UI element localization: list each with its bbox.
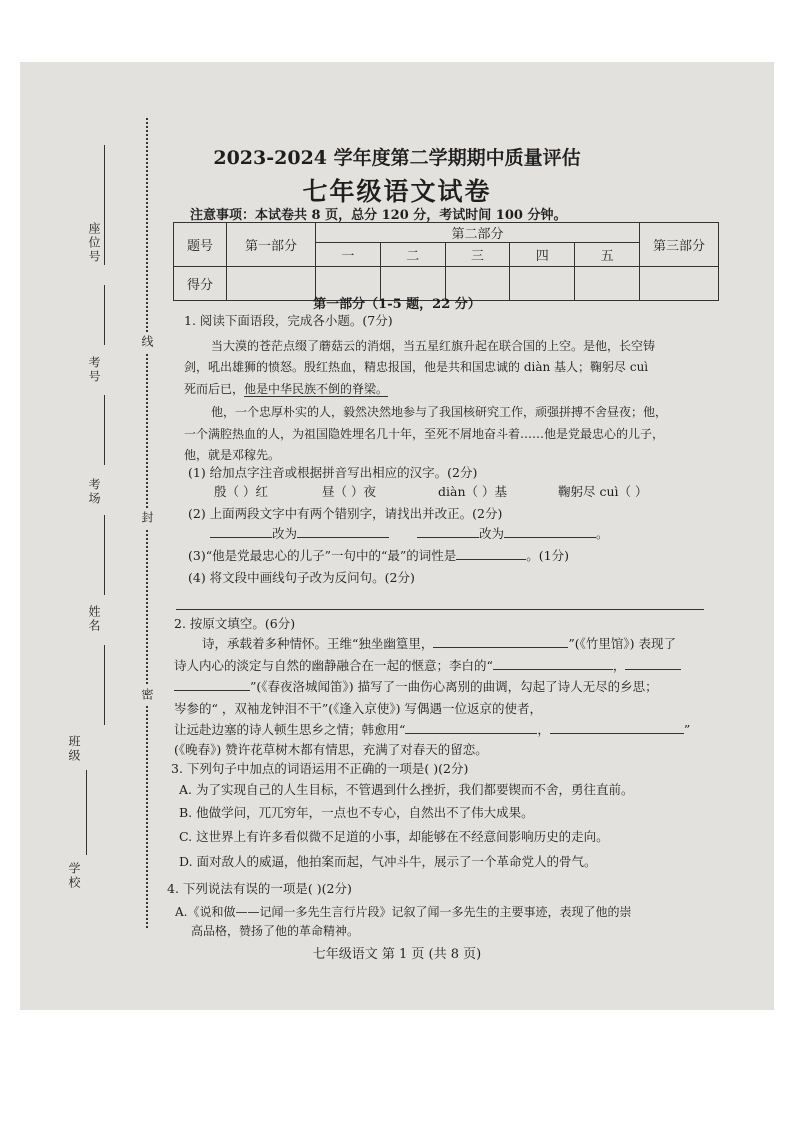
q2-blank2[interactable] bbox=[493, 669, 613, 670]
school-blank bbox=[86, 770, 87, 855]
part3-header: 第三部分 bbox=[640, 223, 719, 267]
sub-header-5: 五 bbox=[575, 243, 640, 267]
score-label: 得分 bbox=[174, 267, 227, 301]
school-label: 学校 bbox=[67, 862, 81, 890]
q2-line5-end: ” bbox=[683, 722, 691, 737]
q1-sub2-blank4[interactable] bbox=[504, 537, 596, 538]
q1-sub1-a: 殷（ ）红 bbox=[214, 484, 268, 499]
q2-line4: 岑参的“ ，双袖龙钟泪不干”(《逢入京使》) 写偶遇一位返京的使者， bbox=[174, 701, 542, 716]
q3-option-c[interactable]: C. 这世界上有许多看似微不足道的小事，却能够在不经意间影响历史的走向。 bbox=[179, 829, 609, 844]
sub-header-2: 二 bbox=[380, 243, 445, 267]
q2-line2 bbox=[174, 656, 681, 674]
q2-blank3a[interactable] bbox=[625, 669, 681, 670]
exam-subtitle: 七年级语文试卷 bbox=[302, 177, 492, 206]
q2-line5 bbox=[174, 720, 690, 738]
q2-blank1[interactable] bbox=[433, 647, 568, 648]
q1-sub1: (1) 给加点字注音或根据拼音写出相应的汉字。(2分) bbox=[188, 465, 478, 480]
q1-sub1-d: 鞠躬尽 cuì（ ） bbox=[558, 484, 648, 499]
q4-option-a-line2[interactable]: 高品格，赞扬了他的革命精神。 bbox=[191, 924, 360, 938]
q3-option-a[interactable]: A. 为了实现自己的人生目标，不管遇到什么挫折，我们都要锲而不舍，勇往直前。 bbox=[179, 782, 634, 797]
class-blank bbox=[104, 645, 105, 725]
part2-header: 第二部分 bbox=[316, 223, 640, 243]
sub-header-4: 四 bbox=[510, 243, 575, 267]
section1-heading: 第一部分（1-5 题，22 分） bbox=[313, 297, 481, 312]
q2-line6: (《晚春》) 赞许花草树木都有情思，充满了对春天的留恋。 bbox=[174, 742, 488, 757]
q2-blank3b[interactable] bbox=[174, 690, 250, 691]
q1-sub2-blank3[interactable] bbox=[417, 537, 479, 538]
score-table bbox=[173, 222, 719, 301]
q4-stem: 4. 下列说法有误的一项是( )(2分) bbox=[167, 881, 352, 896]
sub-header-3: 三 bbox=[445, 243, 510, 267]
seal-char-xian: 线 bbox=[139, 332, 156, 352]
q1-para2-line3: 他，就是邓稼先。 bbox=[184, 448, 281, 462]
q1-sub2: (2) 上面两段文字中有两个错别字，请找出并改正。(2分) bbox=[188, 506, 503, 521]
q1-sub3 bbox=[188, 546, 569, 564]
q1-para1-line3-start: 死而后已， bbox=[184, 382, 245, 396]
q2-line3-text: ”(《春夜洛城闻笛》) 描写了一曲伤心离别的曲调，勾起了诗人无尽的乡思； bbox=[250, 679, 658, 694]
q3-option-d[interactable]: D. 面对敌人的威逼，他拍案而起，气冲斗牛，展示了一个革命党人的骨气。 bbox=[179, 854, 597, 869]
q2-line5-comma: ， bbox=[537, 722, 550, 737]
q3-option-b[interactable]: B. 他做学问，兀兀穷年，一点也不专心，自然出不了伟大成果。 bbox=[179, 805, 534, 820]
q1-sub2-blank1[interactable] bbox=[210, 537, 272, 538]
q3-stem: 3. 下列句子中加点的词语运用不正确的一项是( )(2分) bbox=[171, 761, 469, 776]
q4-option-a-line1[interactable]: A.《说和做——记闻一多先生言行片段》记叙了闻一多先生的主要事迹，表现了他的崇 bbox=[175, 905, 632, 919]
q1-para1-line1: 当大漠的苍茫点缀了蘑菇云的消烟，当五星红旗升起在联合国的上空。是他，长空铸 bbox=[211, 339, 656, 353]
q2-stem: 2. 按原文填空。(6分) bbox=[174, 616, 296, 631]
q1-sub3-blank[interactable] bbox=[456, 559, 526, 560]
q2-line2-comma: ， bbox=[612, 658, 626, 673]
q1-sub2-answers bbox=[210, 524, 609, 542]
q2-line2-text: 诗人内心的淡定与自然的幽静融合在一起的惬意；李白的“ bbox=[174, 658, 493, 673]
exam-no-label: 考号 bbox=[87, 356, 101, 384]
q2-blank5[interactable] bbox=[405, 733, 537, 734]
q1-sub2-end: 。 bbox=[596, 526, 609, 541]
exam-title: 2023-2024 学年度第二学期期中质量评估 bbox=[213, 147, 581, 169]
q1-sub2-mid2: 改为 bbox=[479, 526, 505, 541]
q1-para2-line2: 一个满腔热血的人，为祖国隐姓埋名几十年，至死不屑地奋斗着……他是党最忠心的儿子， bbox=[184, 427, 665, 441]
sub-header-1: 一 bbox=[316, 243, 381, 267]
q2-line5-text: 让远赴边塞的诗人顿生思乡之情；韩愈用“ bbox=[174, 722, 406, 737]
q1-sub2-mid1: 改为 bbox=[272, 526, 298, 541]
score-row-label: 题号 bbox=[174, 223, 227, 267]
q1-para1-line2: 剑，吼出雄狮的愤怒。殷红热血，精忠报国，他是共和国忠诚的 diàn 基人；鞠躬尽 cuì bbox=[184, 360, 649, 374]
q1-sub2-blank2[interactable] bbox=[297, 537, 389, 538]
seat-label: 座位号 bbox=[87, 222, 101, 264]
q2-blank6[interactable] bbox=[550, 733, 684, 734]
q1-underlined-sentence: 他是中华民族不倒的脊梁。 bbox=[244, 382, 389, 396]
seal-char-mi: 密 bbox=[139, 685, 156, 705]
q1-para2-line1: 他，一个忠厚朴实的人，毅然决然地参与了我国核研究工作，顽强拼搏不舍昼夜；他， bbox=[211, 405, 668, 419]
q1-sub4: (4) 将文段中画线句子改为反问句。(2分) bbox=[188, 570, 415, 585]
page-footer: 七年级语文 第 1 页 (共 8 页) bbox=[312, 947, 482, 962]
name-label: 姓名 bbox=[87, 605, 101, 633]
q1-sub4-answer-line[interactable] bbox=[176, 609, 704, 610]
q1-sub3-text: (3)“他是党最忠心的儿子”一句中的“最”的词性是 bbox=[188, 548, 457, 563]
room-label: 考场 bbox=[87, 478, 101, 506]
q2-line3 bbox=[174, 677, 658, 695]
q2-line1 bbox=[202, 634, 676, 652]
q1-sub1-c: diàn（ ）基 bbox=[438, 484, 507, 499]
q2-line1-end: ”(《竹里馆》) 表现了 bbox=[568, 636, 677, 651]
seal-char-feng: 封 bbox=[139, 508, 156, 528]
room-blank bbox=[104, 395, 105, 465]
exam-notice: 注意事项：本试卷共 8 页，总分 120 分，考试时间 100 分钟。 bbox=[190, 208, 567, 223]
q1-sub1-b: 昼（ ）夜 bbox=[322, 484, 376, 499]
part1-header: 第一部分 bbox=[227, 223, 316, 267]
q1-stem: 1. 阅读下面语段，完成各小题。(7分) bbox=[184, 313, 393, 328]
class-label: 班级 bbox=[67, 735, 81, 763]
name-blank bbox=[104, 515, 105, 595]
q1-sub3-end: 。(1分) bbox=[526, 548, 569, 563]
q1-para1-line3 bbox=[184, 380, 388, 397]
q2-line1-text: 诗，承载着多种情怀。王维“独坐幽篁里， bbox=[202, 636, 434, 651]
